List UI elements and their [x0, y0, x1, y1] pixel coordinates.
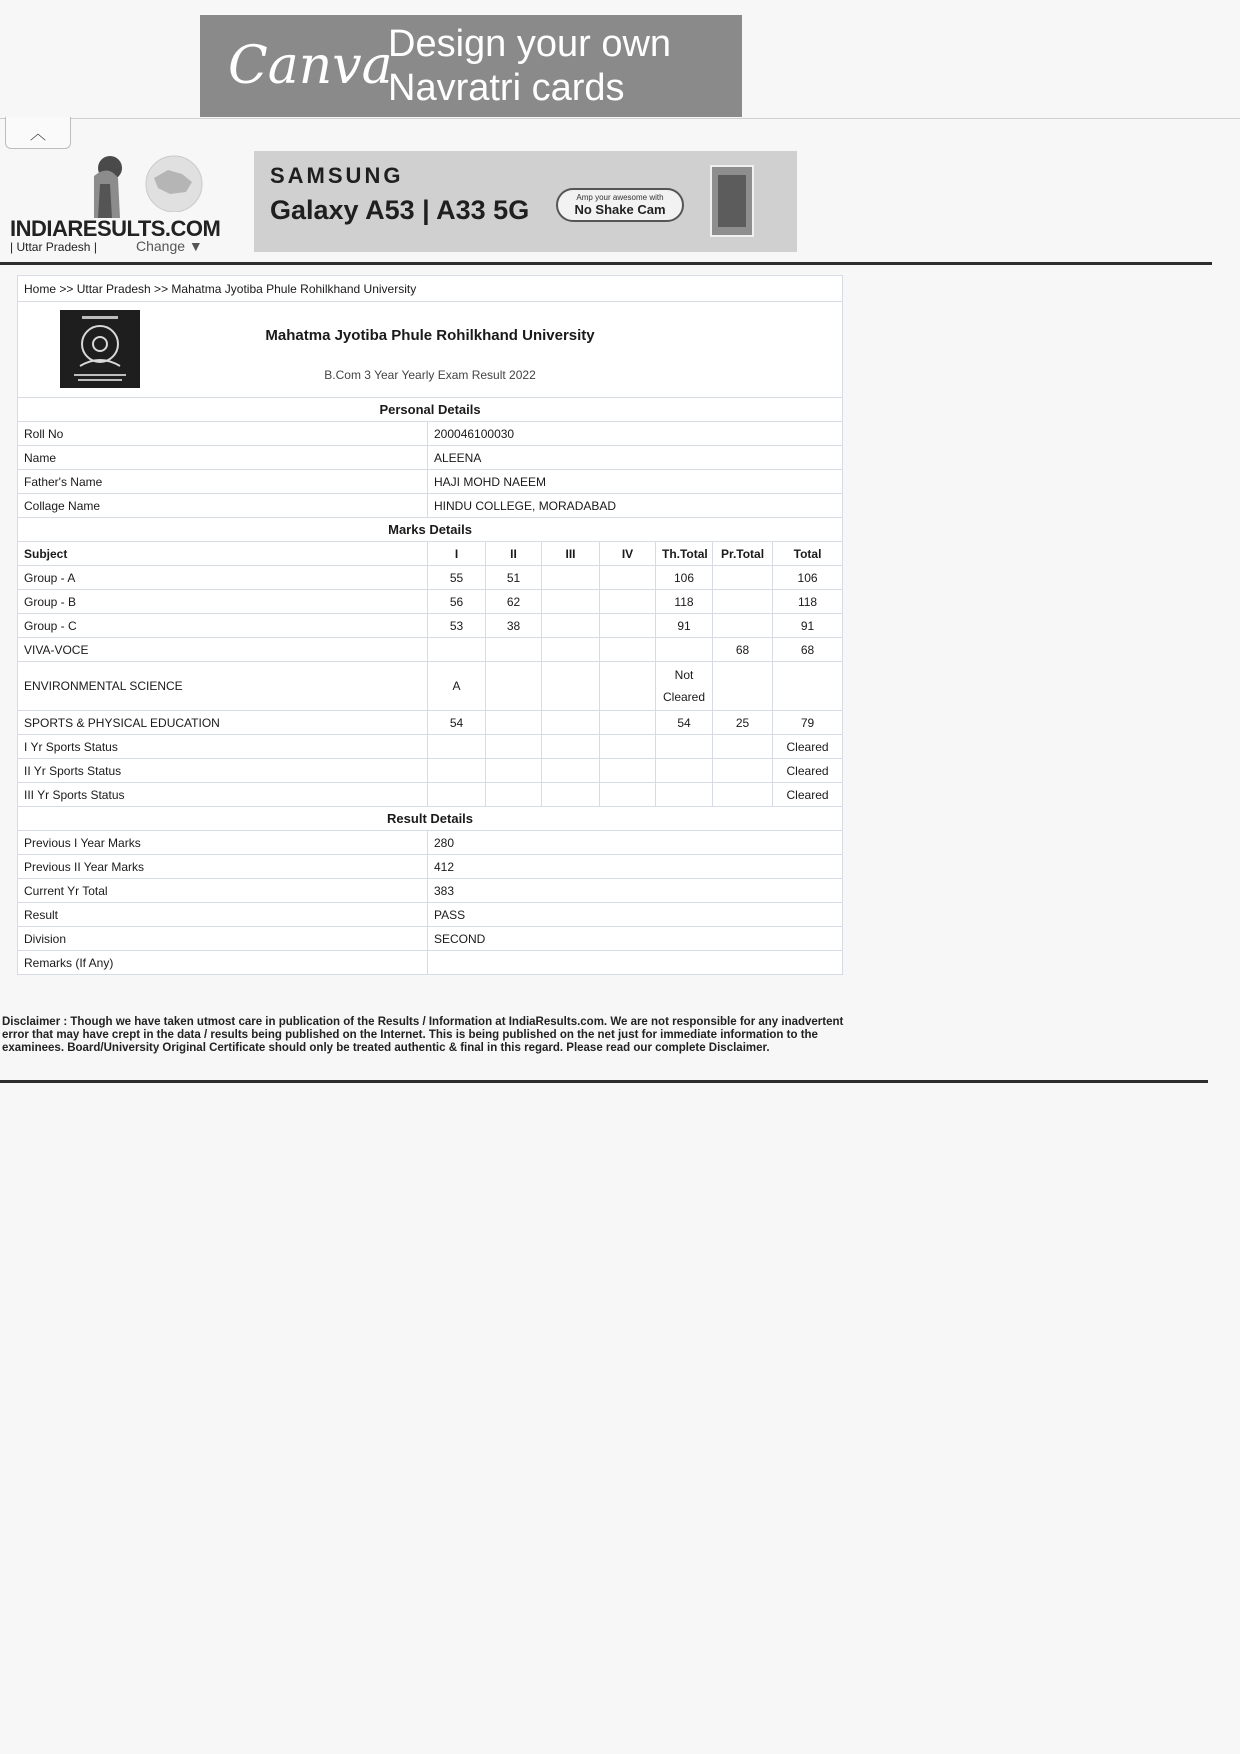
mark-cell: 106	[773, 566, 843, 590]
column-header: III	[542, 542, 600, 566]
breadcrumb[interactable]: Home >> Uttar Pradesh >> Mahatma Jyotiba Phule Rohilkhand University	[18, 276, 843, 302]
result-label: Previous I Year Marks	[18, 831, 428, 855]
samsung-feature-pill	[556, 188, 684, 222]
mark-cell	[542, 783, 600, 807]
result-label: Remarks (If Any)	[18, 951, 428, 975]
college-name-label: Collage Name	[18, 494, 428, 518]
subject-cell: I Yr Sports Status	[18, 735, 428, 759]
subject-cell: Group - B	[18, 590, 428, 614]
mark-cell	[542, 638, 600, 662]
subject-cell: Group - C	[18, 614, 428, 638]
marks-row	[18, 735, 843, 759]
mark-cell: 118	[773, 590, 843, 614]
mark-cell	[713, 662, 773, 711]
canva-logo: Canva	[228, 36, 393, 96]
marks-row	[18, 662, 843, 711]
mark-cell	[542, 566, 600, 590]
mark-cell	[713, 783, 773, 807]
state-map-icon	[134, 152, 214, 212]
mark-cell	[542, 662, 600, 711]
mark-cell	[600, 759, 656, 783]
column-header: I	[428, 542, 486, 566]
mark-cell	[542, 711, 600, 735]
mark-cell: 54	[428, 711, 486, 735]
mark-cell	[600, 566, 656, 590]
column-header: Subject	[18, 542, 428, 566]
mark-cell	[428, 735, 486, 759]
mark-cell: Cleared	[773, 783, 843, 807]
canva-ad-line1: Design your own	[388, 23, 672, 65]
phone-image	[710, 165, 754, 237]
mark-cell	[713, 759, 773, 783]
result-row	[18, 855, 843, 879]
marks-row	[18, 711, 843, 735]
mark-cell	[713, 735, 773, 759]
mark-cell: 62	[486, 590, 542, 614]
marks-row	[18, 614, 843, 638]
mark-cell	[600, 662, 656, 711]
marks-row	[18, 638, 843, 662]
mark-cell	[600, 638, 656, 662]
mark-cell: 54	[656, 711, 713, 735]
samsung-ad-banner[interactable]	[254, 151, 797, 252]
exam-title: B.Com 3 Year Yearly Exam Result 2022	[324, 368, 536, 382]
result-value: PASS	[428, 903, 843, 927]
mark-cell: 79	[773, 711, 843, 735]
mark-cell: 56	[428, 590, 486, 614]
mark-cell	[486, 711, 542, 735]
result-row	[18, 879, 843, 903]
mark-cell	[600, 590, 656, 614]
subject-cell: SPORTS & PHYSICAL EDUCATION	[18, 711, 428, 735]
column-header: IV	[600, 542, 656, 566]
result-label: Result	[18, 903, 428, 927]
mark-cell: 106	[656, 566, 713, 590]
chevron-up-icon: ︿	[29, 126, 46, 143]
mark-cell	[656, 759, 713, 783]
roll-no-value: 200046100030	[428, 422, 843, 446]
site-name: INDIARESULTS.COM	[10, 216, 221, 241]
mark-cell	[600, 783, 656, 807]
mark-cell	[428, 783, 486, 807]
header-divider	[0, 118, 1240, 119]
result-value	[428, 951, 843, 975]
column-header: Pr.Total	[713, 542, 773, 566]
mark-cell	[600, 735, 656, 759]
university-header	[18, 302, 843, 398]
result-details-heading: Result Details	[18, 807, 843, 831]
result-label: Current Yr Total	[18, 879, 428, 903]
mark-cell	[486, 783, 542, 807]
result-value: 383	[428, 879, 843, 903]
pill-caption: Amp your awesome with	[576, 193, 664, 202]
university-name: Mahatma Jyotiba Phule Rohilkhand University	[265, 327, 595, 344]
result-row	[18, 831, 843, 855]
mark-cell: Cleared	[773, 735, 843, 759]
subject-cell: ENVIRONMENTAL SCIENCE	[18, 662, 428, 711]
university-emblem-icon	[60, 310, 140, 388]
mark-cell	[713, 590, 773, 614]
column-header: II	[486, 542, 542, 566]
subject-cell: II Yr Sports Status	[18, 759, 428, 783]
result-value: SECOND	[428, 927, 843, 951]
personal-details-heading: Personal Details	[18, 398, 843, 422]
result-value: 280	[428, 831, 843, 855]
college-name-value: HINDU COLLEGE, MORADABAD	[428, 494, 843, 518]
samsung-brand: SAMSUNG	[270, 163, 404, 188]
mark-cell	[600, 711, 656, 735]
mark-cell	[713, 566, 773, 590]
marks-row	[18, 783, 843, 807]
mark-cell: 25	[713, 711, 773, 735]
mark-cell	[542, 614, 600, 638]
mark-cell	[656, 735, 713, 759]
personal-row	[18, 446, 843, 470]
mark-cell: 91	[773, 614, 843, 638]
mark-cell: Not Cleared	[656, 662, 713, 711]
result-label: Previous II Year Marks	[18, 855, 428, 879]
column-header: Total	[773, 542, 843, 566]
column-header: Th.Total	[656, 542, 713, 566]
mark-cell: 55	[428, 566, 486, 590]
mark-cell	[773, 662, 843, 711]
selected-state: | Uttar Pradesh |	[10, 240, 97, 254]
mark-cell: 38	[486, 614, 542, 638]
pill-title: No Shake Cam	[574, 202, 666, 217]
samsung-model: Galaxy A53 | A33 5G	[270, 195, 530, 225]
personal-row	[18, 494, 843, 518]
result-row	[18, 951, 843, 975]
result-row	[18, 903, 843, 927]
mark-cell: 118	[656, 590, 713, 614]
header-rule	[0, 262, 1212, 265]
mark-cell	[713, 614, 773, 638]
mark-cell: 53	[428, 614, 486, 638]
personal-row	[18, 470, 843, 494]
personal-row	[18, 422, 843, 446]
mark-cell: 91	[656, 614, 713, 638]
marks-row	[18, 590, 843, 614]
father-name-label: Father's Name	[18, 470, 428, 494]
mark-cell	[656, 638, 713, 662]
marks-header-row	[18, 542, 843, 566]
result-table	[17, 275, 843, 975]
marks-row	[18, 566, 843, 590]
mark-cell	[542, 735, 600, 759]
result-value: 412	[428, 855, 843, 879]
mark-cell	[486, 662, 542, 711]
father-name-value: HAJI MOHD NAEEM	[428, 470, 843, 494]
change-state-link[interactable]: Change ▼	[136, 238, 203, 254]
marks-row	[18, 759, 843, 783]
subject-cell: III Yr Sports Status	[18, 783, 428, 807]
name-label: Name	[18, 446, 428, 470]
subject-cell: VIVA-VOCE	[18, 638, 428, 662]
mark-cell: Cleared	[773, 759, 843, 783]
mark-cell	[428, 638, 486, 662]
site-logo[interactable]	[10, 150, 221, 254]
disclaimer-text: Disclaimer : Though we have taken utmost care in publication of the Results / Information at IndiaResults.com. We are not responsible for any inadvertent error that may have crept in the data / results being published on the Internet. This is being published on the net just for immediate information to the examinees. Board/University Original Certificate should only be treated authentic & final in this regard. Please read our complete Disclaimer.	[2, 1016, 844, 1054]
roll-no-label: Roll No	[18, 422, 428, 446]
mark-cell	[486, 735, 542, 759]
canva-ad-banner[interactable]	[200, 15, 742, 117]
canva-ad-text	[388, 22, 671, 110]
result-label: Division	[18, 927, 428, 951]
collapse-header-button[interactable]	[5, 117, 71, 149]
mark-cell: 68	[773, 638, 843, 662]
mark-cell	[486, 638, 542, 662]
mark-cell	[656, 783, 713, 807]
mark-cell	[542, 759, 600, 783]
name-value: ALEENA	[428, 446, 843, 470]
mark-cell: 51	[486, 566, 542, 590]
mark-cell	[486, 759, 542, 783]
mark-cell	[600, 614, 656, 638]
footer-rule	[0, 1080, 1208, 1083]
mark-cell: A	[428, 662, 486, 711]
result-row	[18, 927, 843, 951]
mark-cell: 68	[713, 638, 773, 662]
mark-cell	[542, 590, 600, 614]
marks-details-heading: Marks Details	[18, 518, 843, 542]
student-figure-icon	[88, 154, 128, 218]
canva-ad-line2: Navratri cards	[388, 67, 625, 109]
mark-cell	[428, 759, 486, 783]
subject-cell: Group - A	[18, 566, 428, 590]
